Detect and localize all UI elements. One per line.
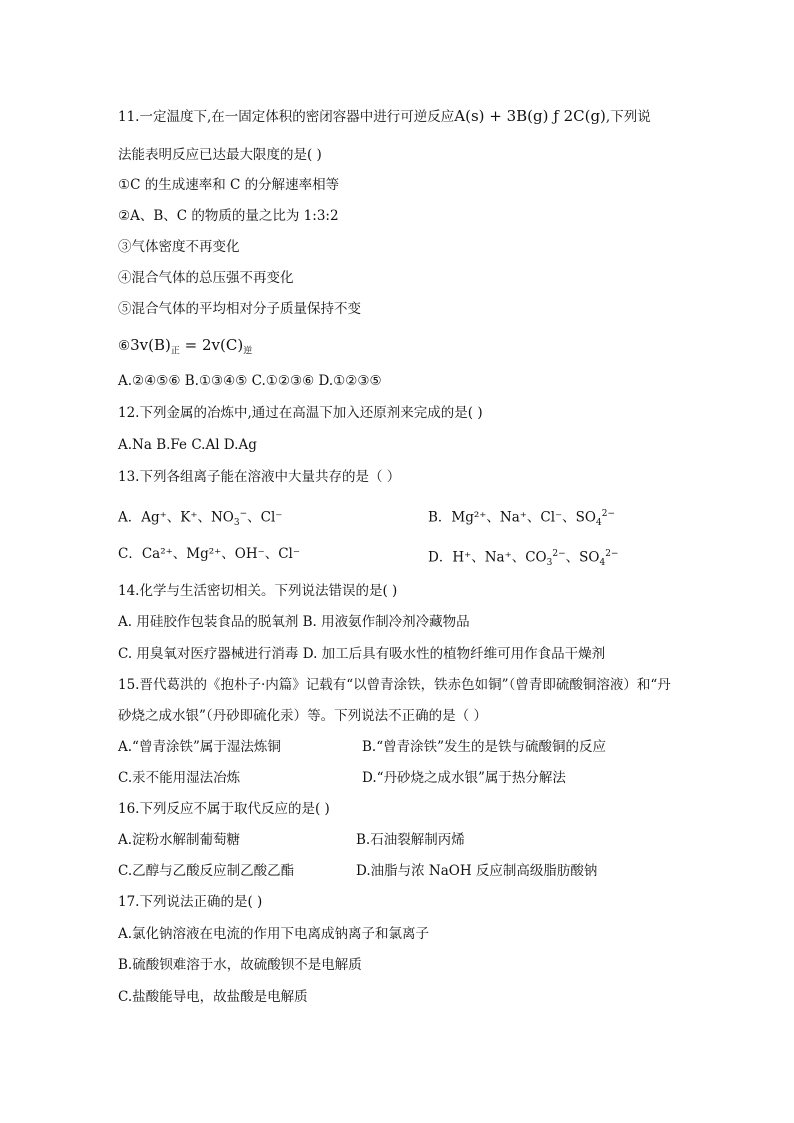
q16-option-c: C.乙醇与乙酸反应制乙酸乙酯 — [118, 863, 295, 879]
q16-option-d: D.油脂与浓 NaOH 反应制高级脂肪酸钠 — [356, 863, 598, 879]
q11-stem — [118, 107, 651, 126]
q17-option-b: B.硫酸钡难溶于水，故硫酸钡不是电解质 — [118, 957, 362, 973]
q17-option-c: C.盐酸能导电，故盐酸是电解质 — [118, 989, 308, 1005]
q15-stem-line2: 砂烧之成水银”（丹砂即硫化汞）等。下列说法不正确的是（ ） — [118, 708, 487, 724]
q12-stem: 12.下列金属的冶炼中,通过在高温下加入还原剂来完成的是( ) — [118, 405, 483, 421]
q11-stem-text: 11.一定温度下,在一固定体积的密闭容器中进行可逆反应 — [118, 109, 455, 125]
q11-options: A.②④⑤⑥ B.①③④⑤ C.①②③⑥ D.①②③⑤ — [118, 373, 382, 389]
q13-option-b: B．Mg²⁺、Na⁺、Cl⁻、$SO_4^{2-}$ — [428, 509, 616, 529]
q11-stem-tail: ,下列说 — [605, 109, 651, 125]
q16-stem: 16.下列反应不属于取代反应的是( ) — [118, 801, 330, 817]
q11-statement-1: ①C 的生成速率和 C 的分解速率相等 — [118, 177, 340, 193]
q11-stem-line2: 法能表明反应已达最大限度的是( ) — [118, 147, 322, 163]
q13-option-c: C．Ca²⁺、Mg²⁺、OH⁻、Cl⁻ — [118, 546, 300, 562]
q11-statement-5: ⑤混合气体的平均相对分子质量保持不变 — [118, 301, 361, 317]
q13-option-d: D．H⁺、Na⁺、$CO_3^{2-}$、$SO_4^{2-}$ — [428, 549, 619, 569]
q16-option-a: A.淀粉水解制葡萄糖 — [118, 832, 241, 848]
q13-option-a: A．Ag⁺、K⁺、$NO_3^-$、Cl⁻ — [118, 509, 283, 529]
q16-option-b: B.石油裂解制丙烯 — [356, 832, 465, 848]
q13-stem: 13.下列各组离子能在溶液中大量共存的是（ ） — [118, 469, 401, 485]
q11-statement-2: ②A、B、C 的物质的量之比为 1:3:2 — [118, 208, 339, 224]
q11-statement-4: ④混合气体的总压强不再变化 — [118, 270, 294, 286]
q14-options-ab: A. 用硅胶作包装食品的脱氧剂 B. 用液氨作制冷剂冷藏物品 — [118, 614, 470, 630]
q15-stem-line1: 15.晋代葛洪的《抱朴子·内篇》记载有“以曾青涂铁，铁赤色如铜”（曾青即硫酸铜溶液）和“丹 — [118, 677, 671, 693]
q15-option-c: C.汞不能用湿法冶炼 — [118, 770, 241, 786]
q14-options-cd: C. 用臭氧对医疗器械进行消毒 D. 加工后具有吸水性的植物纤维可用作食品干燥剂 — [118, 646, 606, 662]
q17-stem: 17.下列说法正确的是( ) — [118, 894, 263, 910]
q14-stem: 14.化学与生活密切相关。下列说法错误的是( ) — [118, 583, 398, 599]
q15-option-d: D.“丹砂烧之成水银”属于热分解法 — [362, 770, 566, 786]
q11-statement-3: ③气体密度不再变化 — [118, 239, 240, 255]
q12-options: A.Na B.Fe C.Al D.Ag — [118, 437, 257, 453]
q17-option-a: A.氯化钠溶液在电流的作用下电离成钠离子和氯离子 — [118, 926, 430, 942]
q15-option-b: B.“曾青涂铁”发生的是铁与硫酸铜的反应 — [362, 739, 607, 755]
q11-statement-6: $⑥3v(B)_正 = 2v(C)_逆$ — [118, 336, 253, 357]
q11-reaction-formula: A(s) + 3B(g) ƒ 2C(g) — [454, 107, 606, 125]
q15-option-a: A.“曾青涂铁”属于湿法炼铜 — [118, 739, 281, 755]
